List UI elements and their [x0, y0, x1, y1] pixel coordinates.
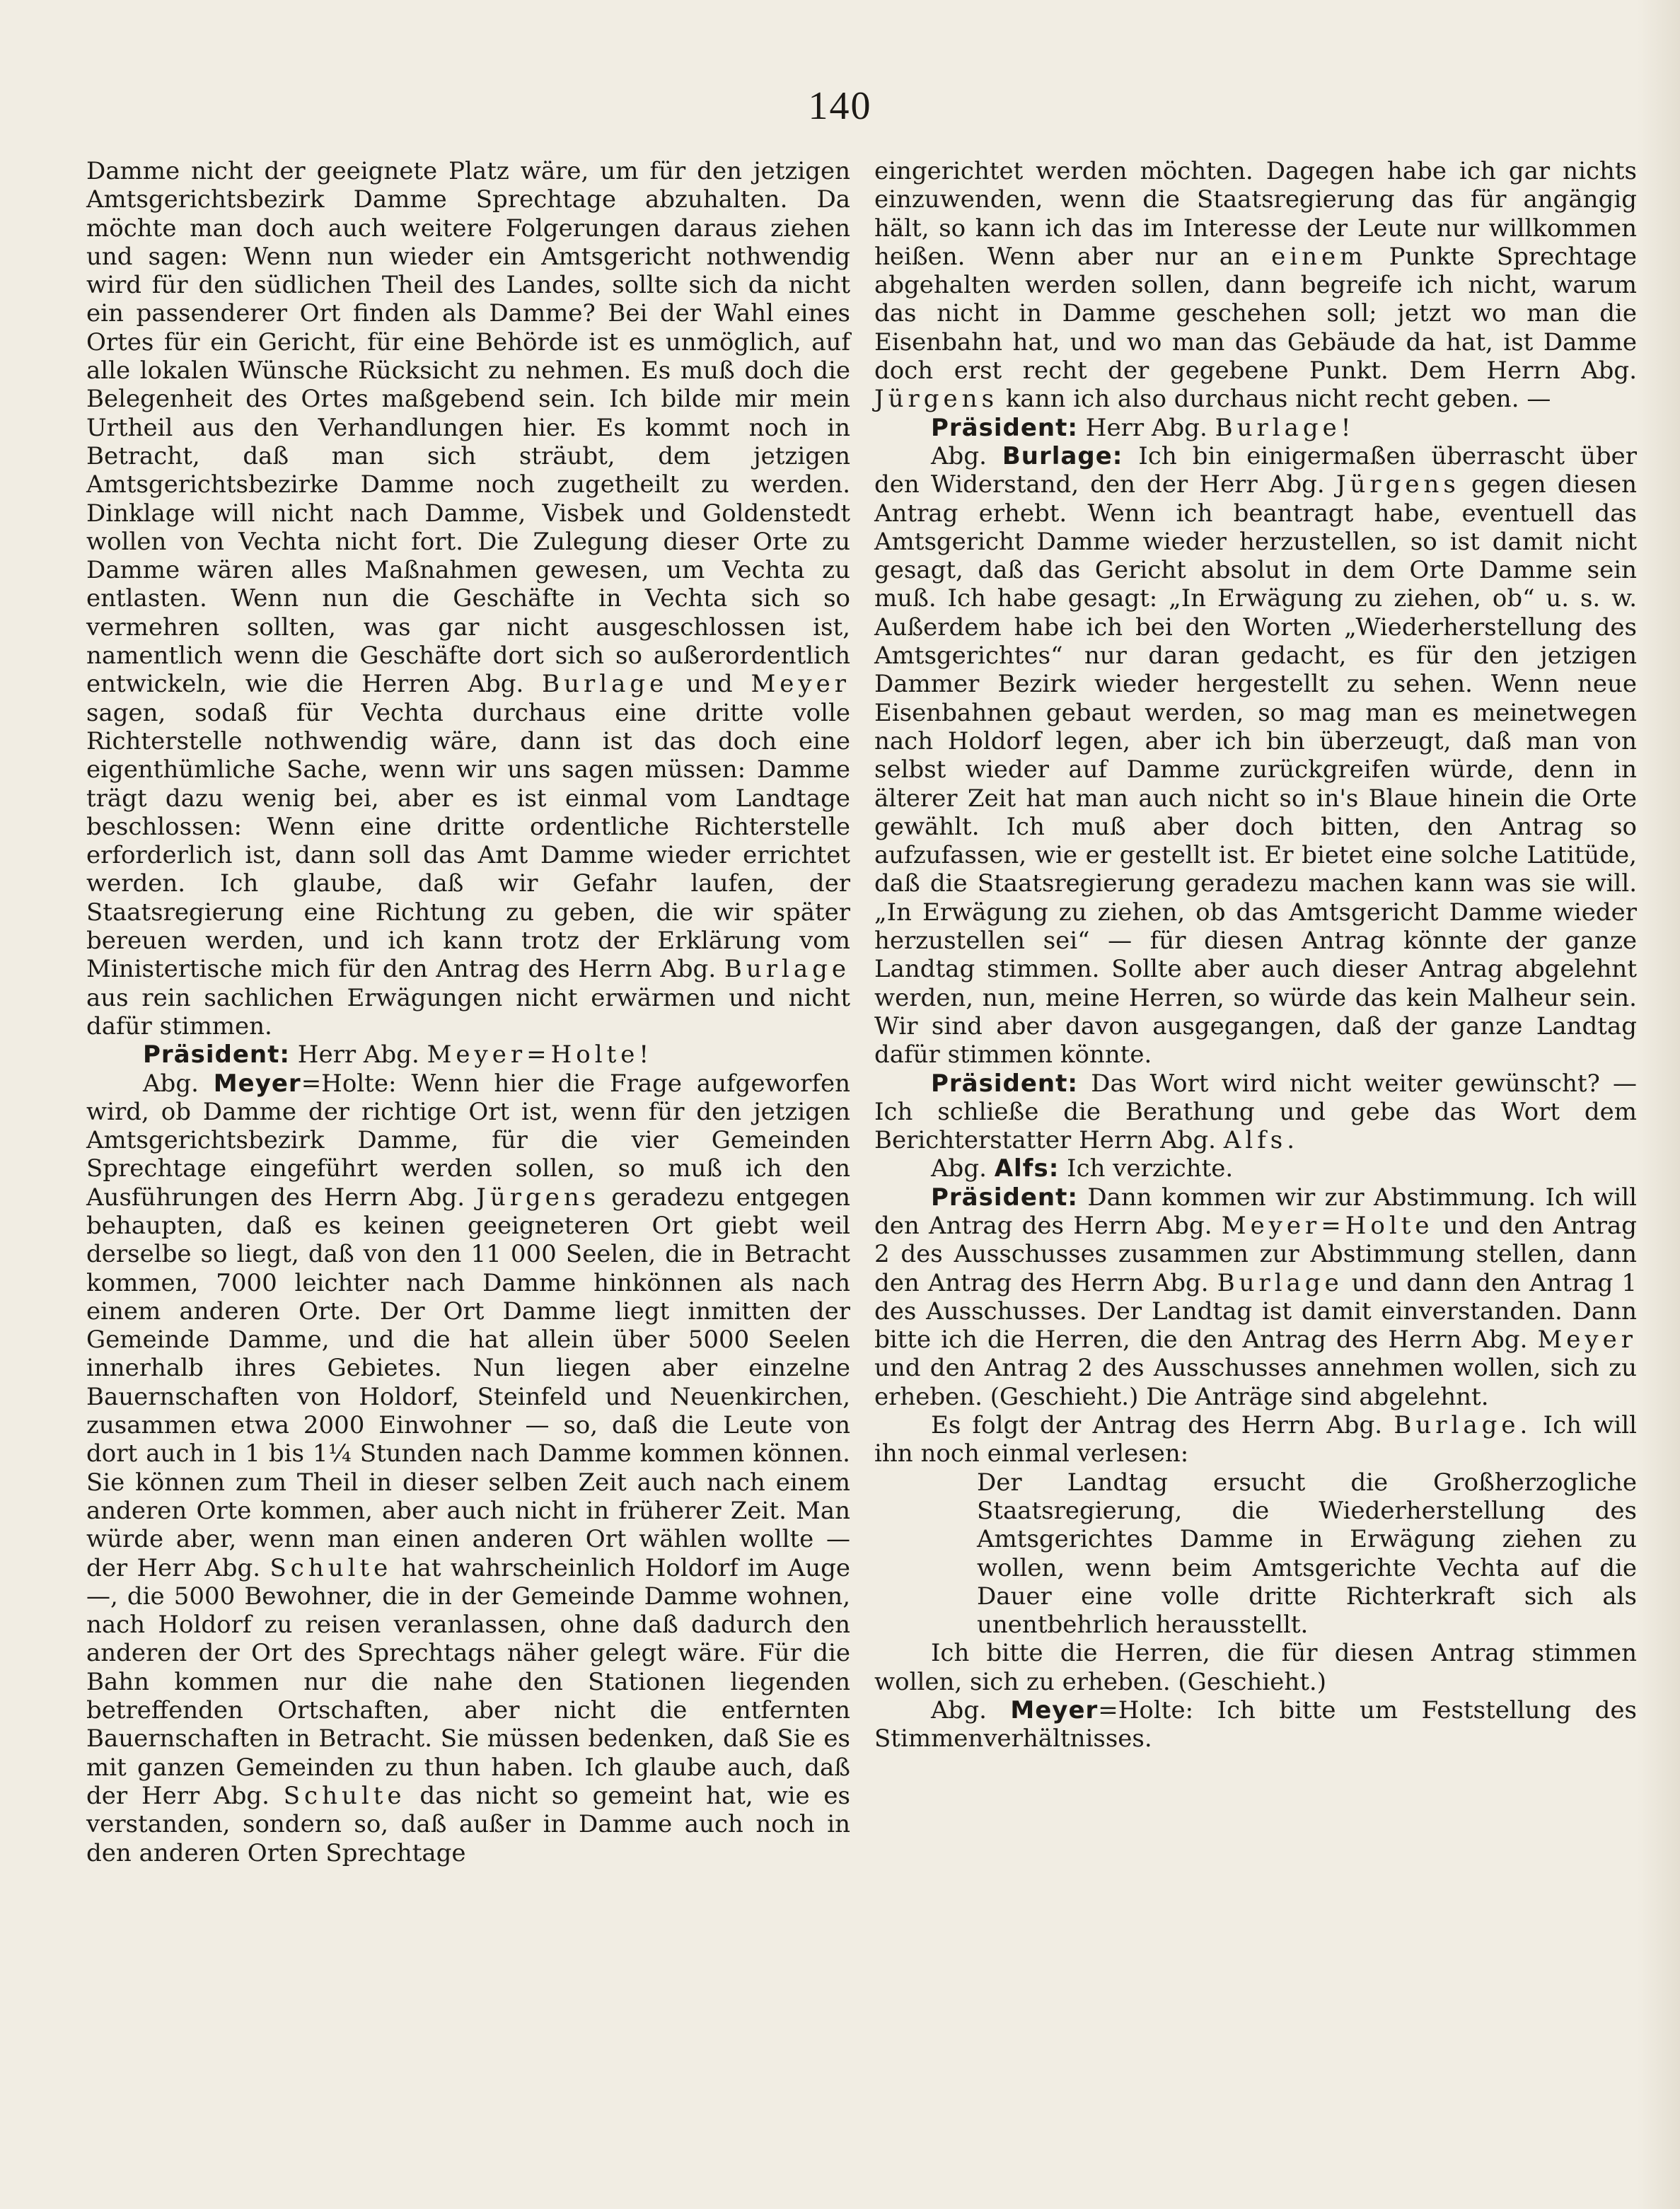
- text-segment: kann ich also durchaus nicht recht geben. —: [1005, 385, 1551, 414]
- text-segment: und dann den Antrag 1 des Ausschusses. Der Landtag ist damit einverstanden. Dann bitte ich die Herren, die den Antrag des Herrn Abg.: [874, 1268, 1638, 1355]
- text-segment: Abg.: [143, 1069, 199, 1098]
- text-segment: Punkte Sprechtage abgehalten werden sollen, dann begreife ich nicht, warum das nicht in Damme geschehen soll; jetzt wo man die Eisenbahn hat, und wo man das Gebäude da hat, ist Damme doch erst recht der gegebene Punkt. Dem Herrn Abg.: [874, 242, 1638, 385]
- person-name: Meyer: [1537, 1326, 1637, 1355]
- text-segment: und den Antrag 2 des Ausschusses annehmen wollen, sich zu erheben. (Geschieht.) Die Anträge sind abgelehnt.: [874, 1354, 1637, 1411]
- president-statement: [874, 414, 1637, 442]
- right-column: [874, 157, 1637, 1753]
- text-segment: Damme nicht der geeignete Platz wäre, um für den jetzigen Amtsgerichtsbezirk Damme Sprechtage abzuhalten. Da möchte man doch auch weitere Folgerungen daraus ziehen und sagen: Wenn nun wieder ein Amtsgericht nothwendig wird für den südlichen Theil des Landes, sollte sich da nicht ein passenderer Ort finden als Damme? Bei der Wahl eines Ortes für ein Gericht, für eine Behörde ist es unmöglich, auf alle lokalen Wünsche Rücksicht zu nehmen. Es muß doch die Belegenheit des Ortes maßgebend sein. Ich bilde mir mein Urtheil aus den Verhandlungen hier. Es kommt noch in Betracht, daß man sich sträubt, dem jetzigen Amtsgerichtsbezirke Damme noch zugetheilt zu werden. Dinklage will nicht nach Damme, Visbek und Goldenstedt wollen von Vechta nicht fort. Die Zulegung dieser Orte zu Damme wären alles Maßnahmen gewesen, um Vechta zu entlasten. Wenn nun die Geschäfte in Vechta sich so vermehren sollten, was gar nicht ausgeschlossen ist, namentlich wenn die Geschäfte dort sich so außerordentlich entwickeln, wie die Herren Abg.: [86, 157, 850, 699]
- text-segment: Herr Abg.: [297, 1040, 419, 1069]
- speaker-label: Präsident:: [143, 1040, 290, 1069]
- speaker-label: Meyer: [1010, 1696, 1099, 1725]
- text-segment: Wenn hier die Frage aufgeworfen wird, ob Damme der richtige Ort ist, wenn für den jetzigen Amtsgerichtsbezirk Damme, für die vier Gemeinden Sprechtage eingeführt werden sollen, so muß ich den Ausführungen des Herrn Abg.: [86, 1069, 850, 1212]
- paragraph-continuation: [874, 157, 1637, 414]
- paragraph-continuation: [86, 157, 850, 1040]
- person-name: Burlage: [1217, 1268, 1343, 1297]
- text-segment: das nicht so gemeint hat, wie es verstanden, sondern so, daß außer in Damme auch noch in den anderen Orten Sprechtage: [86, 1781, 850, 1867]
- text-segment: geradezu entgegen behaupten, daß es keinen geeigneteren Ort giebt weil derselbe so liegt, daß von den 11 000 Seelen, die in Betracht kommen, 7000 leichter nach Damme hinkönnen als nach einem anderen Orte. Der Ort Damme liegt inmitten der Gemeinde Damme, und die hat allein über 5000 Seelen innerhalb ihres Gebietes. Nun liegen aber einzelne Bauernschaften von Holdorf, Steinfeld und Neuenkirchen, zusammen etwa 2000 Einwohner — so, daß die Leute von dort auch in 1 bis 1¼ Stunden nach Damme kommen können. Sie können zum Theil in dieser selben Zeit auch nach einem anderen Orte kommen, aber auch nicht in früherer Zeit. Man würde aber, wenn man einen anderen Ort wählen wollte — der Herr Abg.: [86, 1183, 850, 1582]
- text-segment: Herr Abg.: [1085, 413, 1207, 442]
- president-statement: [86, 1040, 850, 1069]
- person-name: Schulte: [283, 1781, 406, 1810]
- person-name: Jürgens: [1336, 470, 1460, 499]
- person-name: Meyer=Holte!: [427, 1040, 654, 1069]
- person-name: Alfs.: [1223, 1126, 1299, 1155]
- person-name: Burlage.: [1394, 1411, 1532, 1440]
- speaker-label: Präsident:: [931, 1183, 1078, 1212]
- speech-paragraph: [874, 1696, 1637, 1753]
- speaker-suffix: =Holte:: [301, 1069, 397, 1098]
- text-segment: Ich bin einigermaßen überrascht über den Widerstand, den der Herr Abg.: [874, 441, 1638, 499]
- text-segment: Es folgt der Antrag des Herrn Abg.: [931, 1411, 1383, 1440]
- text-segment: Ich will ihn noch einmal verlesen:: [874, 1411, 1637, 1468]
- text-segment: Ich verzichte.: [1067, 1154, 1234, 1183]
- text-segment: Das Wort wird nicht weiter gewünscht? — Ich schließe die Berathung und gebe das Wort dem Berichterstatter Herrn Abg.: [874, 1069, 1638, 1155]
- text-segment: gegen diesen Antrag erhebt. Wenn ich beantragt habe, eventuell das Amtsgericht Damme wieder herzustellen, so ist damit nicht gesagt, daß das Gericht absolut in dem Orte Damme sein muß. Ich habe gesagt: „In Erwägung zu ziehen, ob“ u. s. w. Außerdem habe ich bei den Worten „Wiederherstellung des Amtsgerichtes“ nur daran gedacht, es für den jetzigen Dammer Bezirk wieder hergestellt zu sehen. Wenn neue Eisenbahnen gebaut werden, so mag man es meinetwegen nach Holdorf legen, aber ich bin überzeugt, daß man von selbst wieder auf Damme zurückgreifen würde, denn in älterer Zeit hat man auch nicht so in's Blaue hinein die Orte gewählt. Ich muß aber doch bitten, den Antrag so aufzufassen, wie er gestellt ist. Er bietet eine solche Latitüde, daß die Staatsregierung geradezu machen kann was sie will. „In Erwägung zu ziehen, ob das Amtsgericht Damme wieder herzustellen sei“ — für diesen Antrag könnte der ganze Landtag stimmen. Sollte aber auch dieser Antrag abgelehnt werden, nun, meine Herren, so würde das kein Malheur sein. Wir sind aber davon ausgegangen, daß der ganze Landtag dafür stimmen könnte.: [874, 470, 1638, 1069]
- speech-paragraph: [86, 1069, 850, 1867]
- page-number: 140: [808, 84, 872, 128]
- emphasis: einem: [1271, 242, 1367, 271]
- left-column: [86, 157, 850, 1867]
- text-segment: und den Antrag 2 des Ausschusses zusammen zur Abstimmung stellen, dann den Antrag des Herrn Abg.: [874, 1211, 1637, 1297]
- person-name: Meyer=Holte: [1221, 1211, 1434, 1240]
- speech-paragraph: [874, 442, 1637, 1069]
- president-statement: [874, 1183, 1637, 1411]
- president-statement: [874, 1069, 1637, 1155]
- speaker-label: Präsident:: [931, 1069, 1078, 1098]
- person-name: Burlage!: [1215, 413, 1355, 442]
- motion-quote: Der Landtag ersucht die Großherzogliche Staatsregierung, die Wiederherstellung des Amtsgerichtes Damme in Erwägung ziehen zu wollen, wenn beim Amtsgerichte Vechta auf die Dauer eine volle dritte Richterkraft sich als unentbehrlich herausstellt.: [977, 1468, 1637, 1640]
- person-name: Meyer: [751, 670, 850, 699]
- paragraph: Ich bitte die Herren, die für diesen Antrag stimmen wollen, sich zu erheben. (Geschieht.): [874, 1639, 1637, 1696]
- page-edge-shading: [1638, 0, 1680, 2209]
- text-segment: hat wahrscheinlich Holdorf im Auge —, die 5000 Bewohner, die in der Gemeinde Damme wohnen, nach Holdorf zu reisen veranlassen, ohne daß dadurch den anderen der Ort des Sprechtags näher gelegt wäre. Für die Bahn kommen nur die nahe den Stationen liegenden betreffenden Ortschaften, aber nicht die entfernten Bauernschaften in Betracht. Sie müssen bedenken, daß Sie es mit ganzen Gemeinden zu thun haben. Ich glaube auch, daß der Herr Abg.: [86, 1553, 851, 1810]
- person-name: Jürgens: [874, 385, 999, 414]
- person-name: Schulte: [270, 1553, 393, 1582]
- text-segment: Ich bitte um Feststellung des Stimmenverhältnisses.: [874, 1696, 1638, 1753]
- speaker-label: Alfs:: [994, 1154, 1060, 1183]
- person-name: Burlage: [724, 955, 850, 984]
- speaker-label: Präsident:: [931, 413, 1078, 442]
- text-segment: Abg.: [931, 1154, 987, 1183]
- text-segment: Abg.: [931, 1696, 987, 1725]
- text-segment: Dann kommen wir zur Abstimmung. Ich will den Antrag des Herrn Abg.: [874, 1183, 1638, 1240]
- speech-paragraph: [874, 1154, 1637, 1183]
- text-segment: und: [686, 670, 733, 699]
- text-segment: sagen, sodaß für Vechta durchaus eine dritte volle Richterstelle nothwendig wäre, dann ist das doch eine eigenthümliche Sache, wenn wir uns sagen müssen: Damme trägt dazu wenig bei, aber es ist einmal vom Landtage beschlossen: Wenn eine dritte ordentliche Richterstelle erforderlich ist, dann soll das Amt Damme wieder errichtet werden. Ich glaube, daß wir Gefahr laufen, der Staatsregierung eine Richtung zu geben, die wir später bereuen werden, und ich kann trotz der Erklärung vom Ministertische mich für den Antrag des Herrn Abg.: [86, 698, 850, 984]
- speaker-label: Burlage:: [1002, 441, 1123, 470]
- person-name: Burlage: [542, 670, 668, 699]
- text-segment: aus rein sachlichen Erwägungen nicht erwärmen und nicht dafür stimmen.: [86, 983, 850, 1040]
- speaker-label: Meyer: [213, 1069, 301, 1098]
- paragraph: [874, 1411, 1637, 1468]
- text-segment: eingerichtet werden möchten. Dagegen habe ich gar nichts einzuwenden, wenn die Staatsregierung das für angängig hält, so kann ich das im Interesse der Leute nur willkommen heißen. Wenn aber nur an: [874, 157, 1637, 271]
- speaker-suffix: =Holte:: [1098, 1696, 1194, 1725]
- text-segment: Abg.: [931, 441, 987, 470]
- person-name: Jürgens: [476, 1183, 601, 1212]
